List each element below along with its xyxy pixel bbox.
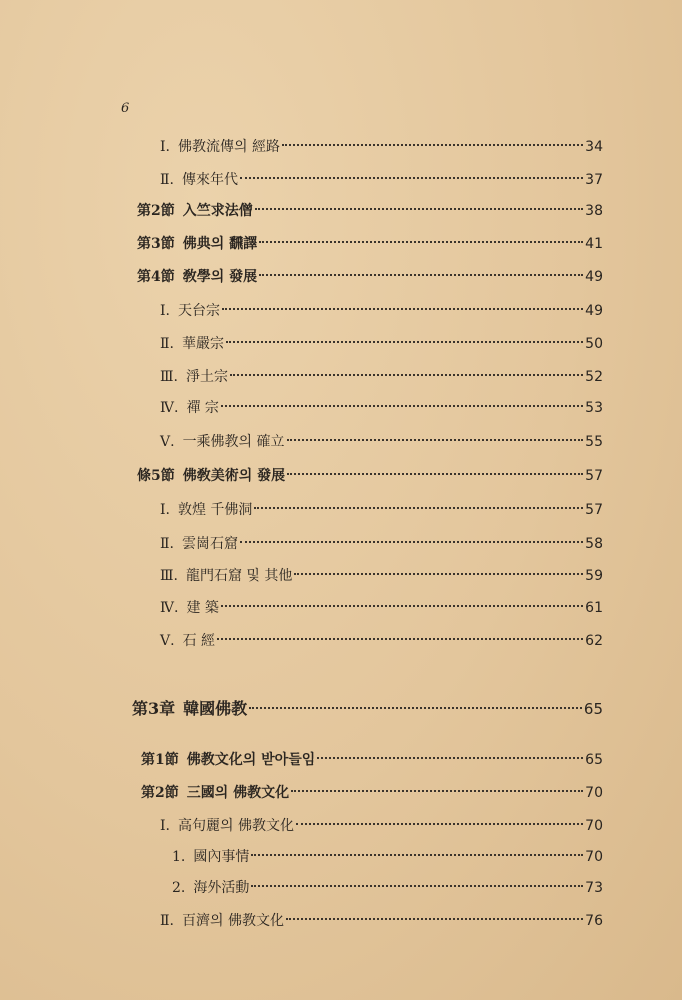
toc-entry-page: 65 xyxy=(583,700,603,718)
toc-entry-title: 敦煌 千佛洞 xyxy=(177,502,253,518)
toc-entry[interactable] xyxy=(160,499,603,521)
toc-entry-number: Ⅱ. xyxy=(160,913,174,929)
toc-entry[interactable] xyxy=(160,397,603,419)
toc-entry-title: 佛敎美術의 發展 xyxy=(182,468,286,484)
toc-entry-number: Ⅲ. xyxy=(160,568,178,584)
dot-leader xyxy=(282,144,583,146)
toc-entry-title: 國內事情 xyxy=(193,849,250,865)
dot-leader xyxy=(221,405,583,407)
toc-entry-number: 條5節 xyxy=(137,468,175,484)
toc-entry[interactable] xyxy=(137,465,603,487)
toc-entry-title: 淨土宗 xyxy=(185,369,228,385)
toc-entry-number: Ⅱ. xyxy=(160,172,174,188)
toc-entry-title: 佛教文化의 받아들임 xyxy=(186,752,316,768)
toc-entry-page: 70 xyxy=(585,785,603,801)
dot-leader xyxy=(249,707,582,709)
toc-entry-number: Ⅱ. xyxy=(160,536,174,552)
toc-entry-number: Ⅰ. xyxy=(160,818,170,834)
toc-entry-page: 37 xyxy=(585,172,603,188)
toc-entry-title: 石 經 xyxy=(182,633,216,649)
dot-leader xyxy=(259,274,583,276)
dot-leader xyxy=(221,605,583,607)
toc-entry[interactable] xyxy=(141,782,603,804)
dot-leader xyxy=(240,541,583,543)
toc-entry-number: Ⅳ. xyxy=(160,600,179,616)
toc-entry-page: 41 xyxy=(585,236,603,252)
toc-entry-number: 1. xyxy=(172,849,186,865)
dot-leader xyxy=(287,473,583,475)
toc-entry[interactable] xyxy=(172,846,603,868)
dot-leader xyxy=(251,854,583,856)
toc-entry-number: Ⅴ. xyxy=(160,434,175,450)
dot-leader xyxy=(255,208,583,210)
toc-entry-number: 第3章 xyxy=(132,699,176,718)
toc-entry-title: 雲崗石窟 xyxy=(181,536,238,552)
page-number: 6 xyxy=(121,101,130,116)
toc-entry-title: 華嚴宗 xyxy=(181,336,224,352)
toc-chapter-entry[interactable] xyxy=(132,696,603,722)
toc-entry-number: Ⅴ. xyxy=(160,633,175,649)
toc-entry[interactable] xyxy=(160,136,603,158)
toc-entry-page: 58 xyxy=(585,536,603,552)
toc-entry-title: 百濟의 佛教文化 xyxy=(181,913,284,929)
dot-leader xyxy=(291,790,583,792)
toc-entry-page: 65 xyxy=(585,752,603,768)
toc-entry-title: 佛典의 飜譯 xyxy=(182,236,258,252)
toc-entry[interactable] xyxy=(137,200,603,222)
toc-entry-number: 第4節 xyxy=(137,269,175,285)
toc-entry-page: 55 xyxy=(585,434,603,450)
dot-leader xyxy=(251,885,583,887)
toc-entry-page: 34 xyxy=(585,139,603,155)
toc-entry-page: 61 xyxy=(585,600,603,616)
toc-entry[interactable] xyxy=(160,169,603,191)
toc-entry-page: 49 xyxy=(585,303,603,319)
toc-entry-title: 一乘佛教의 確立 xyxy=(182,434,285,450)
toc-entry[interactable] xyxy=(172,877,603,899)
toc-entry[interactable] xyxy=(160,366,603,388)
toc-entry[interactable] xyxy=(160,910,603,932)
dot-leader xyxy=(259,241,583,243)
toc-entry-page: 50 xyxy=(585,336,603,352)
dot-leader xyxy=(230,374,583,376)
toc-entry-number: 第2節 xyxy=(137,203,175,219)
dot-leader xyxy=(296,823,583,825)
toc-entry[interactable] xyxy=(137,266,603,288)
toc-entry[interactable] xyxy=(141,749,603,771)
toc-entry-title: 三國의 佛教文化 xyxy=(186,785,290,801)
dot-leader xyxy=(226,341,583,343)
toc-entry[interactable] xyxy=(160,815,603,837)
toc-entry[interactable] xyxy=(160,565,603,587)
toc-entry[interactable] xyxy=(160,630,603,652)
toc-entry[interactable] xyxy=(160,597,603,619)
toc-entry-number: Ⅰ. xyxy=(160,502,170,518)
toc-entry-title: 禪 宗 xyxy=(186,400,219,416)
toc-entry-page: 70 xyxy=(585,818,603,834)
toc-entry-title: 韓國佛教 xyxy=(183,699,248,718)
toc-entry-page: 62 xyxy=(585,633,603,649)
toc-entry-title: 佛教流傳의 經路 xyxy=(177,139,280,155)
toc-entry-number: Ⅳ. xyxy=(160,400,179,416)
dot-leader xyxy=(294,573,583,575)
toc-entry-number: 2. xyxy=(172,880,186,896)
toc-entry-title: 高句麗의 佛教文化 xyxy=(177,818,294,834)
toc-entry[interactable] xyxy=(160,533,603,555)
toc-entry-number: 第1節 xyxy=(141,752,179,768)
toc-entry[interactable] xyxy=(137,233,603,255)
toc-entry-page: 38 xyxy=(585,203,603,219)
toc-entry-number: Ⅰ. xyxy=(160,139,170,155)
toc-entry-title: 入竺求法僧 xyxy=(182,203,253,219)
toc-entry-number: Ⅰ. xyxy=(160,303,170,319)
toc-entry-page: 73 xyxy=(585,880,603,896)
dot-leader xyxy=(240,177,583,179)
toc-entry-page: 53 xyxy=(585,400,603,416)
dot-leader xyxy=(286,918,583,920)
toc-entry-page: 70 xyxy=(585,849,603,865)
dot-leader xyxy=(217,638,583,640)
toc-entry-page: 76 xyxy=(585,913,603,929)
toc-entry-page: 57 xyxy=(585,502,603,518)
dot-leader xyxy=(222,308,583,310)
toc-entry-number: Ⅲ. xyxy=(160,369,178,385)
toc-entry-title: 傳來年代 xyxy=(181,172,238,188)
toc-entry-title: 海外活動 xyxy=(193,880,250,896)
toc-entry-page: 52 xyxy=(585,369,603,385)
toc-entry-page: 59 xyxy=(585,568,603,584)
toc-entry-number: 第2節 xyxy=(141,785,179,801)
toc-entry-title: 天台宗 xyxy=(177,303,220,319)
toc-entry[interactable] xyxy=(160,431,603,453)
toc-entry-page: 49 xyxy=(585,269,603,285)
toc-entry-number: 第3節 xyxy=(137,236,175,252)
dot-leader xyxy=(317,757,583,759)
dot-leader xyxy=(254,507,583,509)
dot-leader xyxy=(287,439,584,441)
toc-entry-title: 龍門石窟 및 其他 xyxy=(185,568,293,584)
toc-entry[interactable] xyxy=(160,333,603,355)
toc-entry-page: 57 xyxy=(585,468,603,484)
toc-entry-title: 建 築 xyxy=(186,600,219,616)
toc-entry[interactable] xyxy=(160,300,603,322)
toc-entry-title: 敎學의 發展 xyxy=(182,269,258,285)
toc-entry-number: Ⅱ. xyxy=(160,336,174,352)
